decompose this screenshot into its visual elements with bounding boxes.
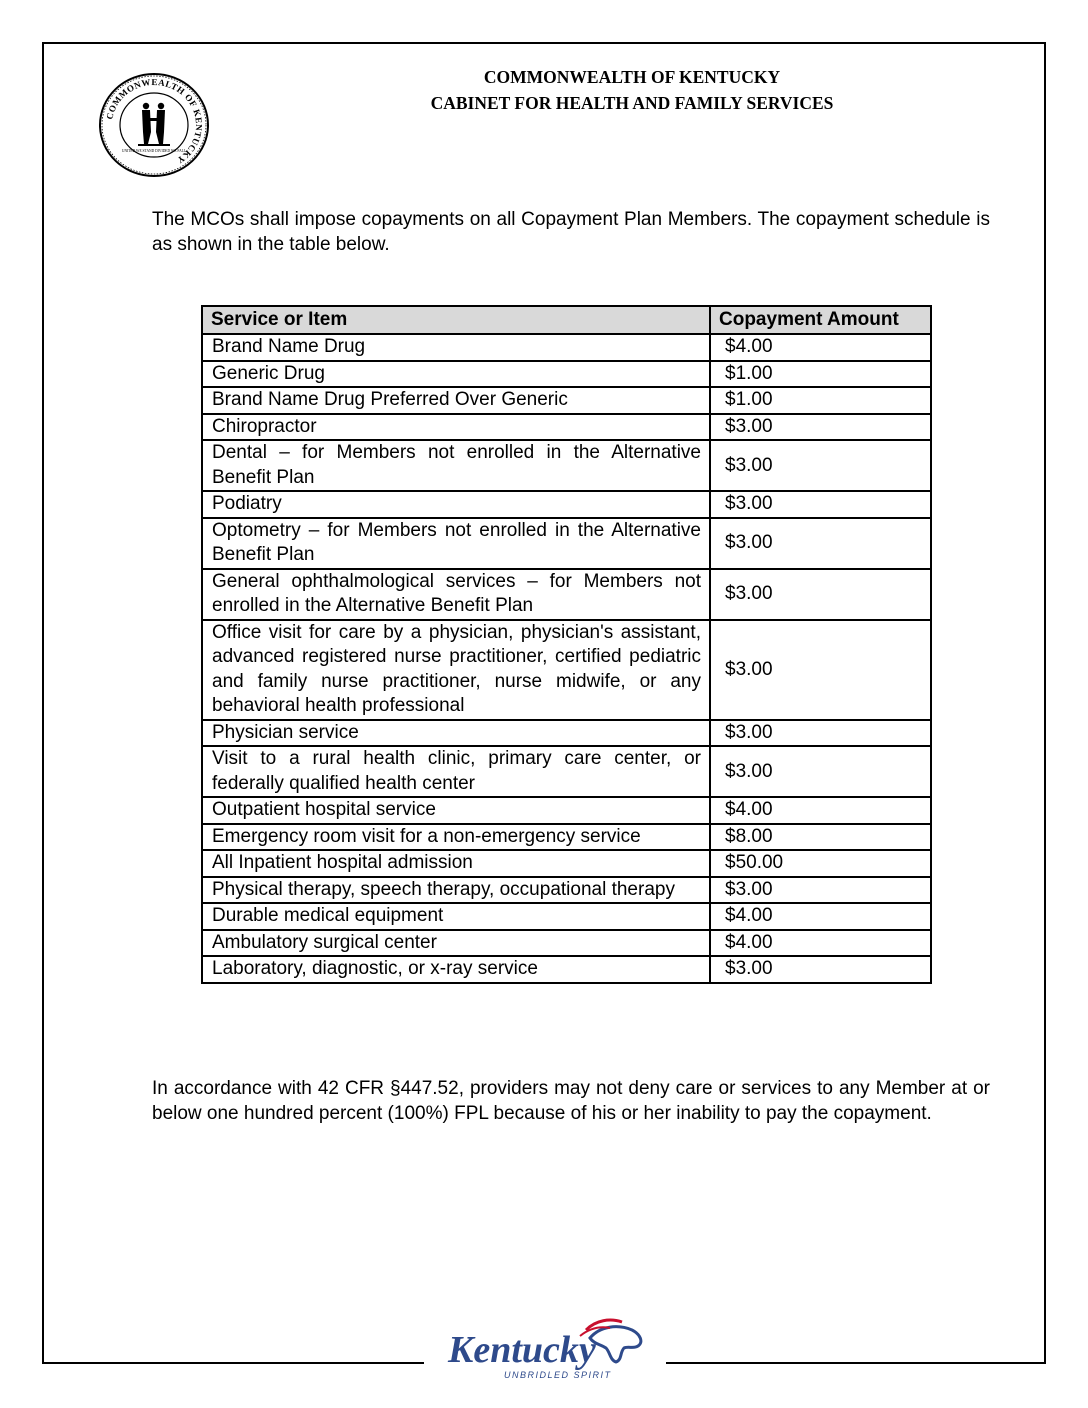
service-cell: Generic Drug: [202, 361, 710, 388]
page-frame-left: [42, 42, 44, 1364]
kentucky-state-seal: [98, 72, 210, 178]
seal-motto: UNITED WE STAND DIVIDED WE FALL: [121, 149, 187, 153]
table-row: [202, 361, 931, 388]
service-cell: Outpatient hospital service: [202, 797, 710, 824]
amount-cell: $4.00: [710, 334, 931, 361]
table-row: [202, 930, 931, 957]
service-cell: Visit to a rural health clinic, primary care center, or federally qualified health center: [202, 746, 710, 797]
table-row: [202, 334, 931, 361]
table-row: [202, 850, 931, 877]
page-frame-right: [1044, 42, 1046, 1364]
table-row: [202, 440, 931, 491]
service-cell: Dental – for Members not enrolled in the Alternative Benefit Plan: [202, 440, 710, 491]
table-row: [202, 518, 931, 569]
table-header-row: [202, 306, 931, 334]
service-cell: Emergency room visit for a non-emergency service: [202, 824, 710, 851]
table-row: [202, 877, 931, 904]
table-row: [202, 903, 931, 930]
service-cell: Ambulatory surgical center: [202, 930, 710, 957]
table-row: [202, 387, 931, 414]
column-header-amount: Copayment Amount: [710, 306, 931, 334]
amount-cell: $3.00: [710, 620, 931, 720]
amount-cell: $1.00: [710, 361, 931, 388]
amount-cell: $4.00: [710, 797, 931, 824]
service-cell: General ophthalmological services – for Members not enrolled in the Alternative Benefit Plan: [202, 569, 710, 620]
page-frame-bottom-left: [42, 1362, 424, 1364]
service-cell: Physical therapy, speech therapy, occupational therapy: [202, 877, 710, 904]
table-row: [202, 569, 931, 620]
amount-cell: $3.00: [710, 491, 931, 518]
service-cell: Office visit for care by a physician, physician's assistant, advanced registered nurse practitioner, certified pediatric and family nurse practitioner, nurse midwife, or any behavioral health professional: [202, 620, 710, 720]
service-cell: Brand Name Drug Preferred Over Generic: [202, 387, 710, 414]
document-header: [300, 64, 964, 116]
amount-cell: $3.00: [710, 746, 931, 797]
service-cell: Chiropractor: [202, 414, 710, 441]
table-row: [202, 797, 931, 824]
amount-cell: $4.00: [710, 903, 931, 930]
service-cell: Physician service: [202, 720, 710, 747]
service-cell: Laboratory, diagnostic, or x-ray service: [202, 956, 710, 983]
amount-cell: $3.00: [710, 414, 931, 441]
service-cell: Durable medical equipment: [202, 903, 710, 930]
service-cell: All Inpatient hospital admission: [202, 850, 710, 877]
table-row: [202, 746, 931, 797]
closing-paragraph: In accordance with 42 CFR §447.52, providers may not deny care or services to any Member at or below one hundred percent (100%) FPL because of his or her inability to pay the copayment.: [152, 1078, 990, 1124]
page-frame-top: [42, 42, 1046, 44]
service-cell: Optometry – for Members not enrolled in the Alternative Benefit Plan: [202, 518, 710, 569]
kentucky-unbridled-spirit-logo: [440, 1316, 654, 1390]
table-row: [202, 491, 931, 518]
seal-ring-text: COMMONWEALTH OF KENTUCKY: [104, 76, 205, 166]
column-header-service: Service or Item: [202, 306, 710, 334]
amount-cell: $8.00: [710, 824, 931, 851]
service-cell: Podiatry: [202, 491, 710, 518]
intro-paragraph: The MCOs shall impose copayments on all Copayment Plan Members. The copayment schedule is as shown in the table below.: [152, 209, 990, 255]
amount-cell: $50.00: [710, 850, 931, 877]
amount-cell: $1.00: [710, 387, 931, 414]
logo-tagline: UNBRIDLED SPIRIT: [504, 1370, 612, 1380]
table-row: [202, 824, 931, 851]
amount-cell: $3.00: [710, 956, 931, 983]
page-frame-bottom-right: [666, 1362, 1046, 1364]
amount-cell: $3.00: [710, 720, 931, 747]
logo-wordmark: Kentucky: [448, 1329, 596, 1371]
amount-cell: $3.00: [710, 569, 931, 620]
header-line-commonwealth: COMMONWEALTH OF KENTUCKY: [483, 67, 781, 87]
amount-cell: $3.00: [710, 877, 931, 904]
amount-cell: $4.00: [710, 930, 931, 957]
amount-cell: $3.00: [710, 518, 931, 569]
table-row: [202, 720, 931, 747]
table-row: [202, 620, 931, 720]
copayment-table: [201, 305, 932, 984]
table-row: [202, 414, 931, 441]
table-row: [202, 956, 931, 983]
service-cell: Brand Name Drug: [202, 334, 710, 361]
header-line-cabinet: CABINET FOR HEALTH AND FAMILY SERVICES: [430, 93, 834, 113]
amount-cell: $3.00: [710, 440, 931, 491]
